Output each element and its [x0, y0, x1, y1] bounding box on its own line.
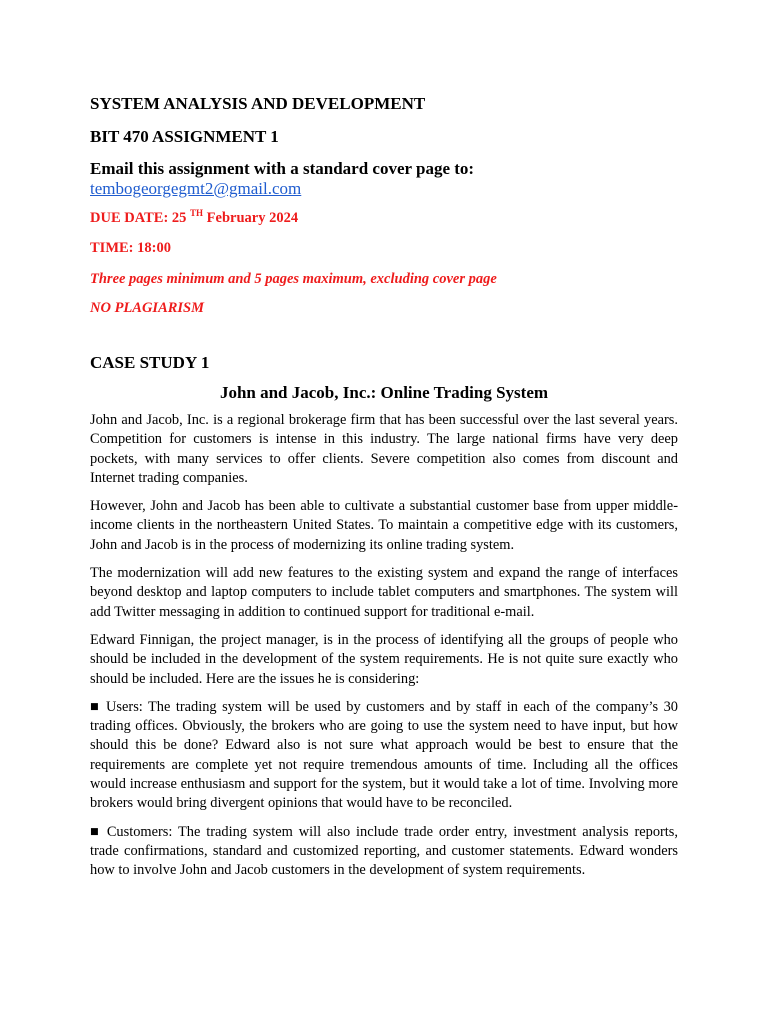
paragraph-intro: John and Jacob, Inc. is a regional brokerage firm that has been successful over the last several years. Competition for customers is intense in this industry. The large national firms have very deep pockets, with many services to offer clients. Severe competition also comes from discount and Internet trading companies.: [90, 412, 678, 486]
due-date-ordinal: TH: [190, 208, 204, 218]
email-instruction: Email this assignment with a standard cover page to:: [90, 159, 475, 178]
due-time: TIME: 18:00: [90, 240, 171, 256]
due-date-suffix: February 2024: [203, 210, 299, 226]
paragraph-project-manager: Edward Finnigan, the project manager, is in the process of identifying all the groups of people who should be included in the development of the system requirements. He is not quite sure exactly who should be included. Here are the issues he is considering:: [90, 631, 678, 687]
case-study-label: CASE STUDY 1: [90, 353, 210, 372]
plagiarism-notice: NO PLAGIARISM: [90, 300, 205, 316]
paragraph-customer-base: However, John and Jacob has been able to cultivate a substantial customer base from upper middle- income clients in the northeastern United States. To maintain a competitive edge with its customers, John and Jacob is in the process of modernizing its online trading system.: [90, 498, 678, 553]
email-link[interactable]: tembogeorgegmt2@gmail.com: [90, 179, 302, 198]
paragraph-users: ■ Users: The trading system will be used by customers and by staff in each of the company’s 30 trading offices. Obviously, the brokers who are going to use the system need to have input, but how should this be done? Edward also is not sure what approach would be best to ensure that the requirements are complete yet not require tremendous amounts of time. Including all the offices would increase enthusiasm and support for the system, but it would take a lot of time. Involving more brokers would bring divergent opinions that would have to be reconciled.: [90, 698, 678, 812]
paragraph-customers: ■ Customers: The trading system will also include trade order entry, investment analysis reports, trade confirmations, standard and customized reporting, and customer statements. Edward wonders how to involve John and Jacob customers in the development of system requirements.: [90, 823, 678, 879]
page-limit-notice: Three pages minimum and 5 pages maximum, excluding cover page: [90, 271, 497, 287]
due-date-prefix: DUE DATE: 25: [90, 210, 191, 226]
document-title: SYSTEM ANALYSIS AND DEVELOPMENT: [90, 94, 426, 113]
case-study-title: John and Jacob, Inc.: Online Trading System: [219, 383, 549, 402]
course-title: BIT 470 ASSIGNMENT 1: [90, 127, 279, 146]
due-date: [90, 209, 678, 227]
paragraph-modernization: The modernization will add new features to the existing system and expand the range of interfaces beyond desktop and laptop computers to include tablet computers and smartphones. The system will add Twitter messaging in addition to continued support for traditional e-mail.: [90, 565, 678, 620]
